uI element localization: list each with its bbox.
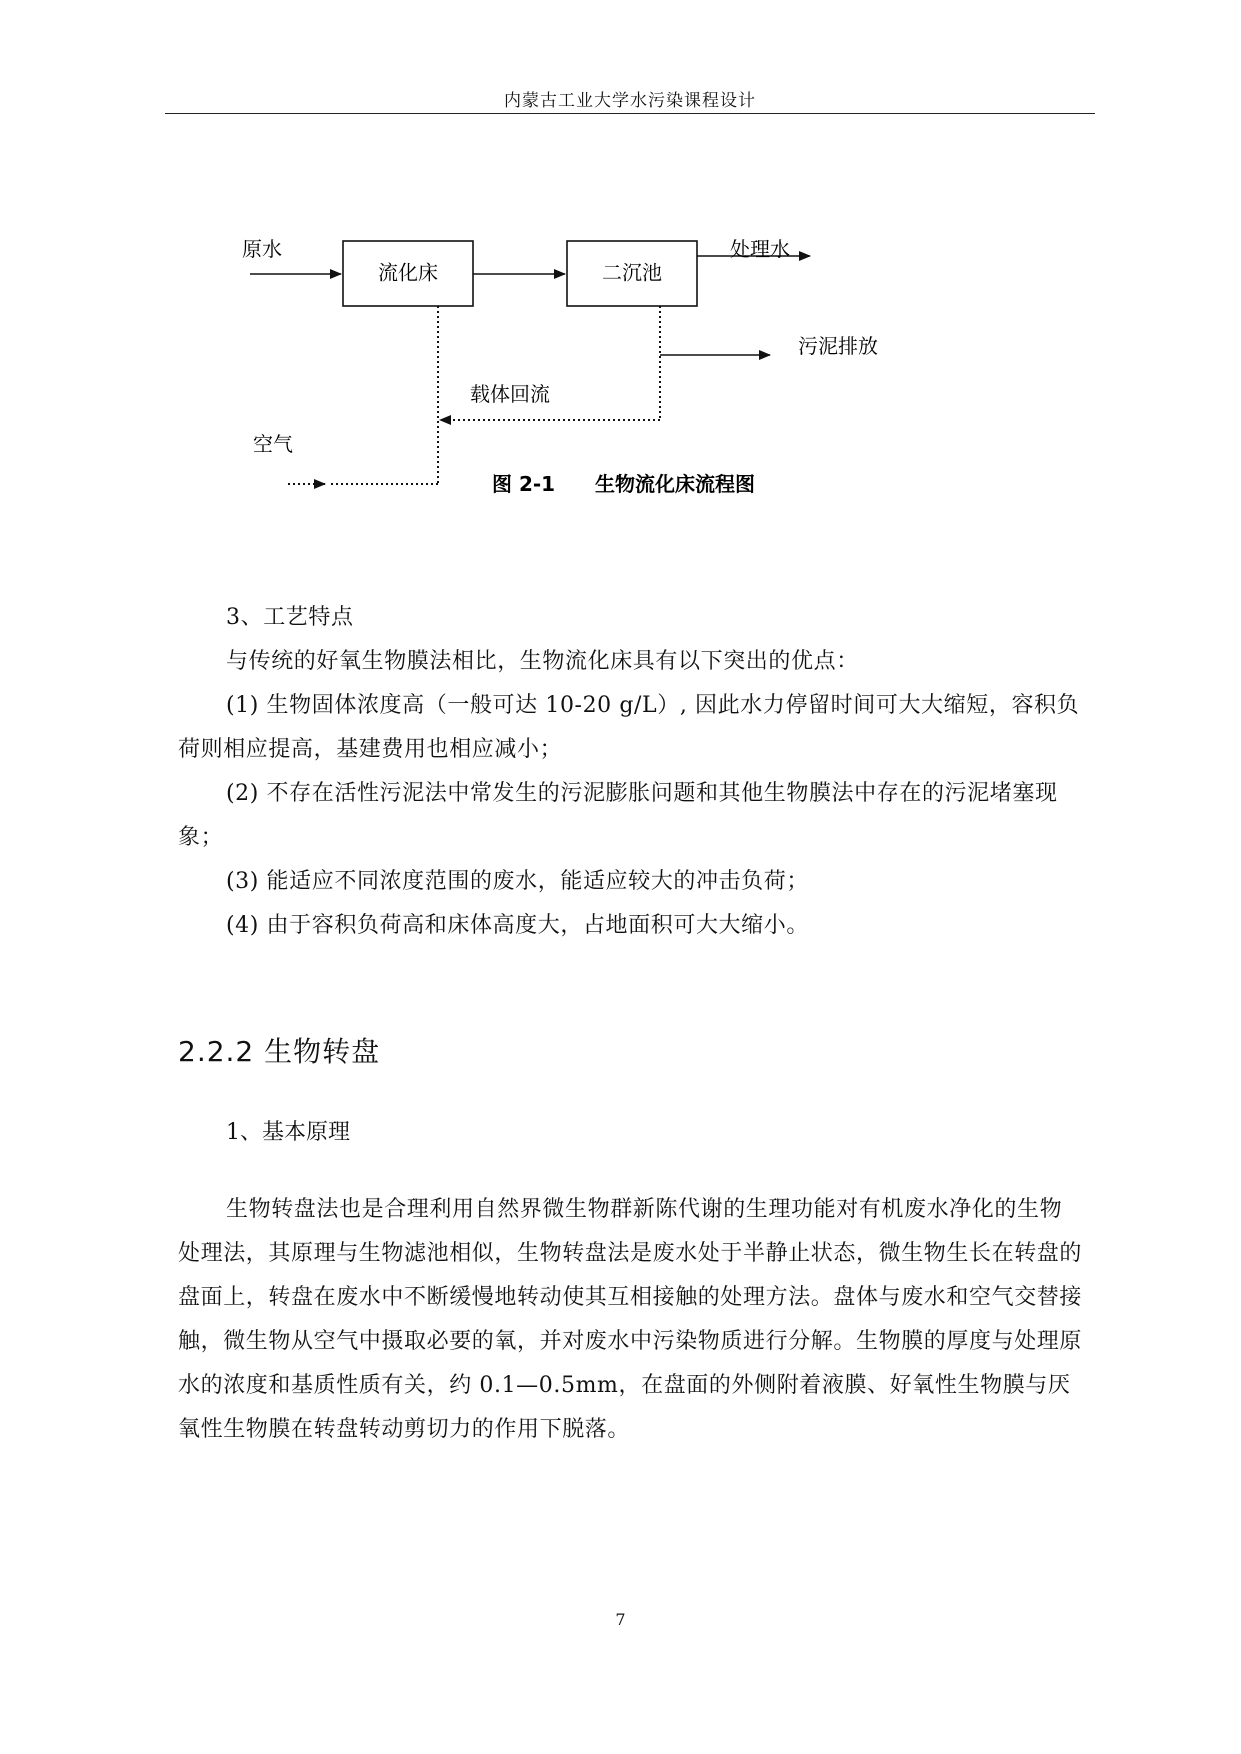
principle-paragraph: 生物转盘法也是合理利用自然界微生物群新陈代谢的生理功能对有机废水净化的生物处理法，其原理与生物滤池相似，生物转盘法是废水处于半静止状态，微生物生长在转盘的盘面上，转盘在废水中不断缓慢地转动使其互相接触的处理方法。盘体与废水和空气交替接触，微生物从空气中摄取必要的氧，并对废水中污染物质进行分解。生物膜的厚度与处理原水的浓度和基质性质有关，约 0.1—0.5mm，在盘面的外侧附着液膜、好氧性生物膜与厌氧性生物膜在转盘转动剪切力的作用下脱落。 bbox=[178, 1197, 1083, 1442]
figure-caption: 生物流化床流程图 bbox=[595, 472, 755, 496]
section-heading: 2.2.2 生物转盘 bbox=[178, 1035, 381, 1068]
page-header: 内蒙古工业大学水污染课程设计 bbox=[504, 91, 756, 111]
process-flow-diagram bbox=[0, 0, 1241, 560]
advantage-item-1: (1) 生物固体浓度高（一般可达 10-20 g/L）, 因此水力停留时间可大大缩短，容积负荷则相应提高，基建费用也相应减小； bbox=[178, 693, 1080, 762]
subsection-heading: 1、基本原理 bbox=[226, 1120, 350, 1145]
treated-water-label: 处理水 bbox=[730, 237, 790, 261]
section-3-title: 3、工艺特点 bbox=[226, 605, 354, 630]
advantage-item-2: (2) 不存在活性污泥法中常发生的污泥膨胀问题和其他生物膜法中存在的污泥堵塞现象； bbox=[178, 781, 1058, 850]
sludge-discharge-label: 污泥排放 bbox=[798, 334, 878, 358]
air-label: 空气 bbox=[253, 432, 293, 456]
advantage-item-4: (4) 由于容积负荷高和床体高度大，占地面积可大大缩小。 bbox=[226, 913, 809, 938]
page-number: 7 bbox=[615, 1610, 626, 1629]
fluidized-bed-label: 流化床 bbox=[378, 260, 438, 285]
advantage-item-3: (3) 能适应不同浓度范围的废水，能适应较大的冲击负荷； bbox=[226, 869, 809, 894]
carrier-return-label: 载体回流 bbox=[470, 382, 550, 406]
raw-water-label: 原水 bbox=[242, 237, 282, 261]
clarifier-label: 二沉池 bbox=[602, 260, 662, 285]
section-3-intro: 与传统的好氧生物膜法相比，生物流化床具有以下突出的优点： bbox=[226, 649, 859, 674]
figure-number: 图 2-1 bbox=[492, 472, 556, 496]
